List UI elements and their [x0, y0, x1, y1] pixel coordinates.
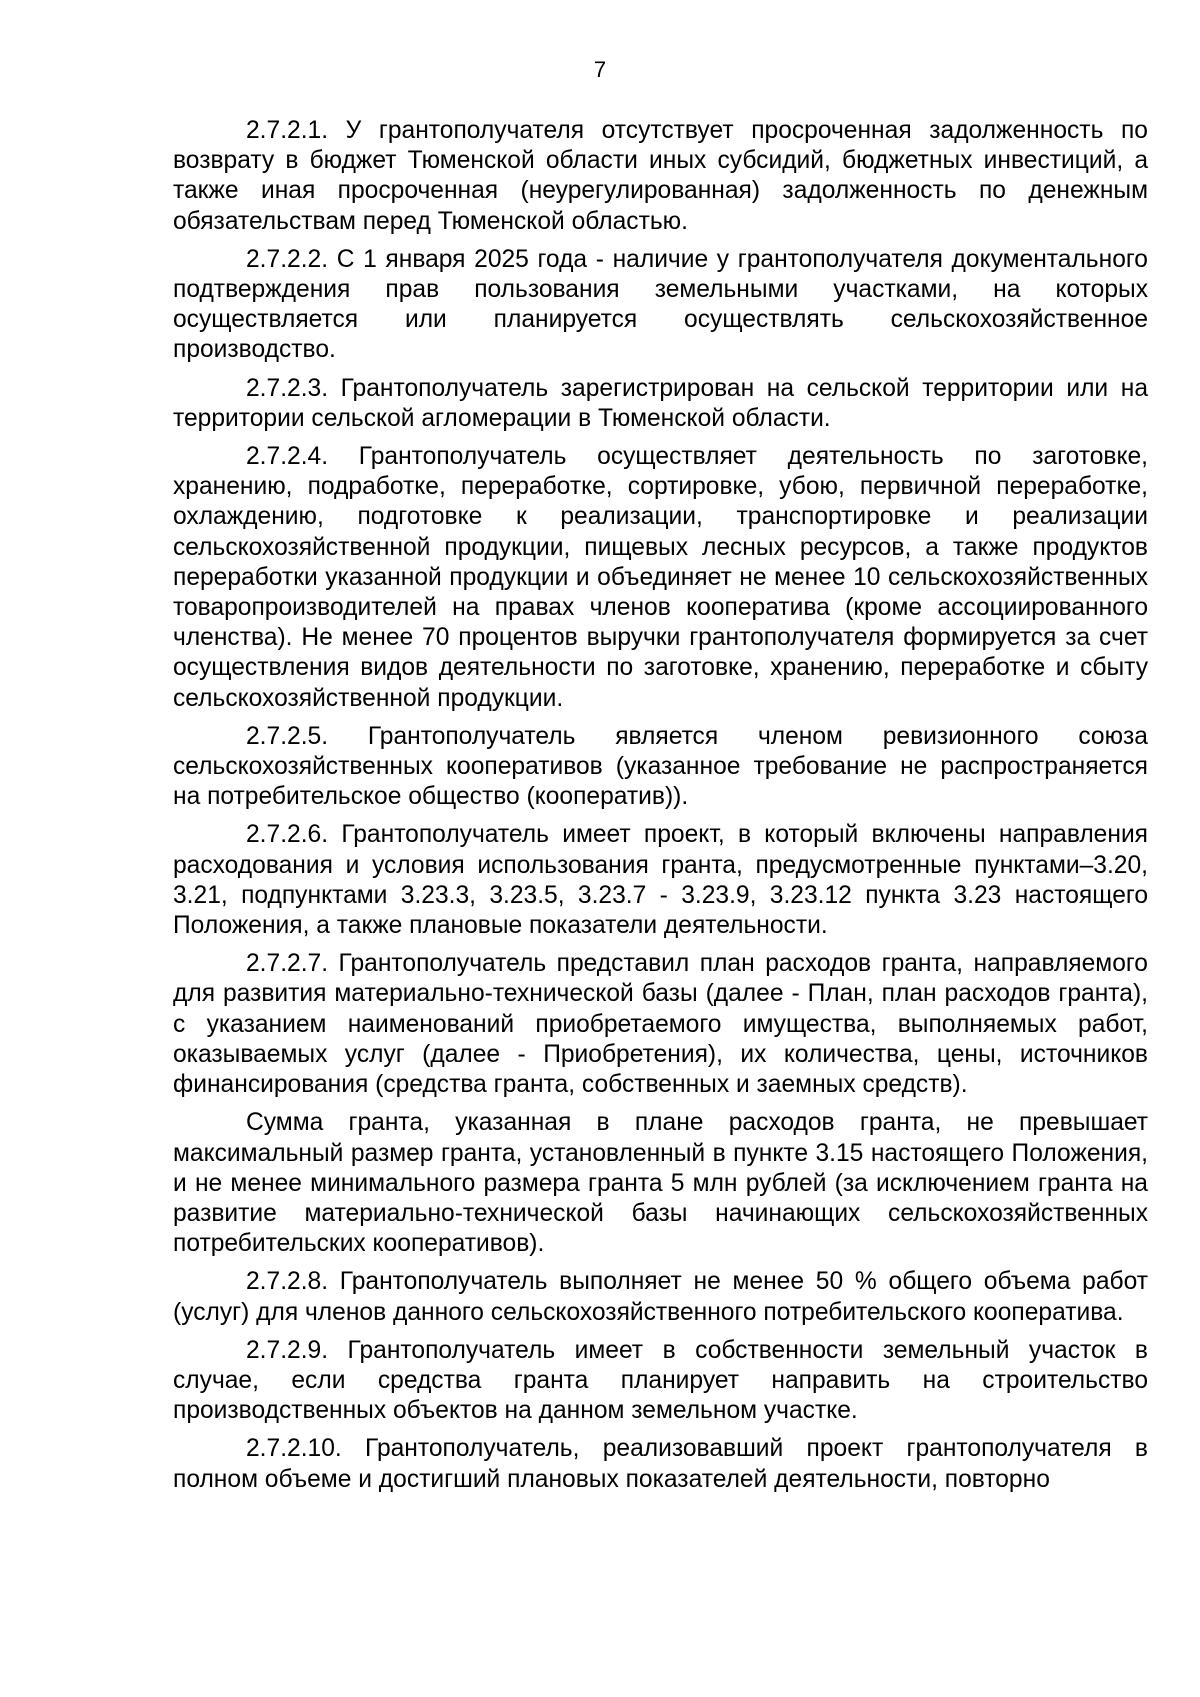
paragraph-2-7-2-7: 2.7.2.7. Грантополучатель представил план расходов гранта, направляемого для развития материально-технической базы (далее - План, план расходов гранта), с указанием наименований приобретаемого имущества, выполняемых работ, оказываемых услуг (далее - Приобретения), их количества, цены, источников финансирования (средства гранта, собственных и заемных средств). [173, 950, 1148, 1099]
document-body [173, 116, 1148, 1503]
paragraph-2-7-2-9: 2.7.2.9. Грантополучатель имеет в собственности земельный участок в случае, если средства гранта планирует направить на строительство производственных объектов на данном земельном участке. [173, 1336, 1148, 1425]
paragraph-2-7-2-1: 2.7.2.1. У грантополучателя отсутствует просроченная задолженность по возврату в бюджет Тюменской области иных субсидий, бюджетных инвестиций, а также иная просроченная (неурегулированная) задолженность по денежным обязательствам перед Тюменской областью. [173, 117, 1148, 235]
paragraph-2-7-2-5: 2.7.2.5. Грантополучатель является членом ревизионного союза сельскохозяйственных кооперативов (указанное требование не распространяется на потребительское общество (кооператив)). [173, 722, 1148, 811]
paragraph-2-7-2-4: 2.7.2.4. Грантополучатель осуществляет деятельность по заготовке, хранению, подработке, переработке, сортировке, убою, первичной переработке, охлаждению, подготовке к реализации, транспортировке и реализации сельскохозяйственной продукции, пищевых лесных ресурсов, а также продуктов переработки указанной продукции и объединяет не менее 10 сельскохозяйственных товаропроизводителей на правах членов кооператива (кроме ассоциированного членства). Не менее 70 процентов выручки грантополучателя формируется за счет осуществления видов деятельности по заготовке, хранению, переработке и сбыту сельскохозяйственной продукции. [173, 443, 1148, 712]
paragraph-grant-amount: Сумма гранта, указанная в плане расходов гранта, не превышает максимальный размер гранта, установленный в пункте 3.15 настоящего Положения, и не менее минимального размера гранта 5 млн рублей (за исключением гранта на развитие материально-технической базы начинающих сельскохозяйственных потребительских кооперативов). [173, 1109, 1148, 1258]
paragraph-2-7-2-8: 2.7.2.8. Грантополучатель выполняет не менее 50 % общего объема работ (услуг) для членов данного сельскохозяйственного потребительского кооператива. [173, 1268, 1148, 1326]
paragraph-2-7-2-10: 2.7.2.10. Грантополучатель, реализовавший проект грантополучателя в полном объеме и достигший плановых показателей деятельности, повторно [173, 1435, 1148, 1493]
paragraph-2-7-2-3: 2.7.2.3. Грантополучатель зарегистрирован на сельской территории или на территории сельской агломерации в Тюменской области. [173, 374, 1148, 432]
paragraph-2-7-2-2: 2.7.2.2. С 1 января 2025 года - наличие у грантополучателя документального подтверждения прав пользования земельными участками, на которых осуществляется или планируется осуществлять сельскохозяйственное производство. [173, 245, 1148, 364]
page-number: 7 [593, 57, 607, 82]
paragraph-2-7-2-6: 2.7.2.6. Грантополучатель имеет проект, в который включены направления расходования и условия использования гранта, предусмотренные пунктами–3.20, 3.21, подпунктами 3.23.3, 3.23.5, 3.23.7 - 3.23.9, 3.23.12 пункта 3.23 настоящего Положения, а также плановые показатели деятельности. [173, 821, 1148, 940]
